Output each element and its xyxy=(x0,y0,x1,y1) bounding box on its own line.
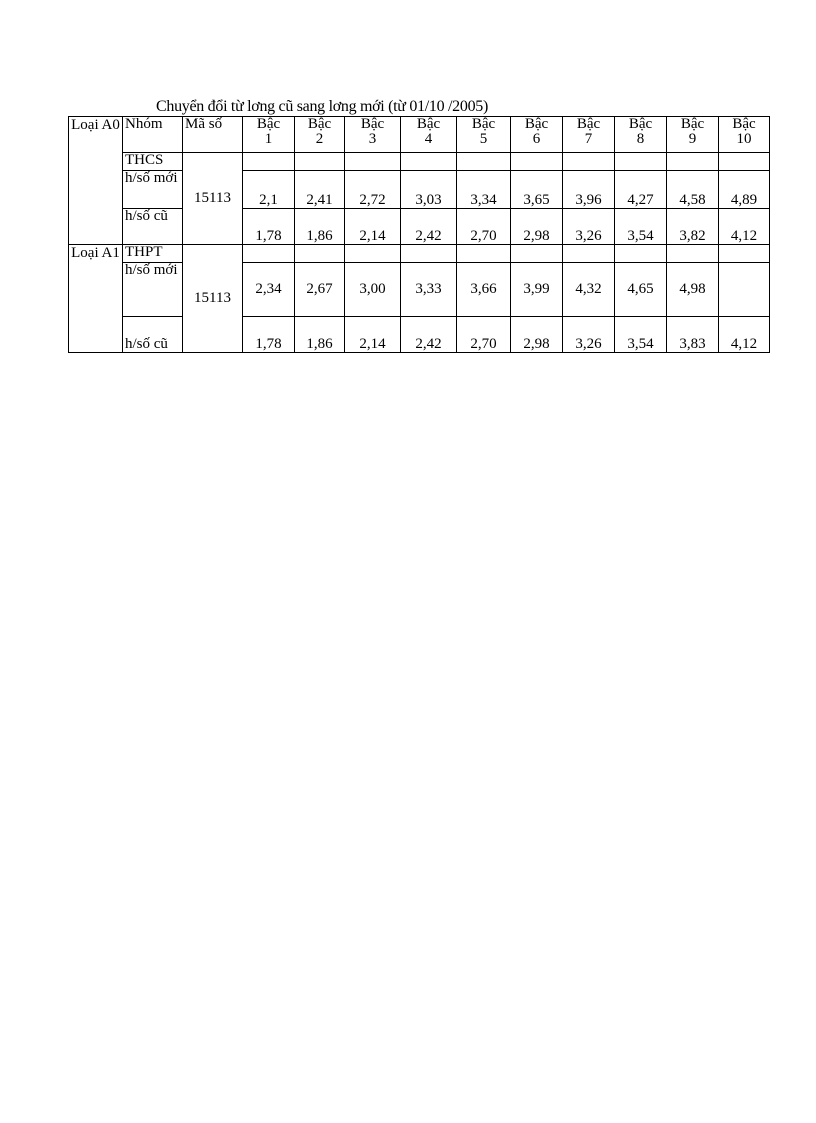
value-cell: 1,78 xyxy=(243,317,295,353)
value-cell: 3,65 xyxy=(511,171,563,209)
loai-a1-cell xyxy=(69,245,123,353)
value-cell: 3,33 xyxy=(401,263,457,317)
header-bac-7: Bậc 7 xyxy=(563,117,615,153)
value-cell xyxy=(719,263,770,317)
value-cell: 3,54 xyxy=(615,209,667,245)
table-row xyxy=(69,171,770,209)
header-bac-5: Bậc 5 xyxy=(457,117,511,153)
ma-so-a1: 15113 xyxy=(183,245,243,353)
table-row xyxy=(69,209,770,245)
header-bac-9: Bậc 9 xyxy=(667,117,719,153)
header-bac-4: Bậc 4 xyxy=(401,117,457,153)
value-cell: 2,34 xyxy=(243,263,295,317)
loai-a0-cell xyxy=(69,117,123,245)
value-cell: 3,83 xyxy=(667,317,719,353)
value-cell: 2,14 xyxy=(345,317,401,353)
value-cell: 4,32 xyxy=(563,263,615,317)
header-nhom: Nhóm xyxy=(123,117,183,153)
value-cell: 4,27 xyxy=(615,171,667,209)
loai-a1-label: Loại A1 xyxy=(71,245,120,261)
header-bac-1: Bậc 1 xyxy=(243,117,295,153)
label-hso-cu-a1: h/số cũ xyxy=(123,317,183,353)
value-cell: 3,00 xyxy=(345,263,401,317)
value-cell: 4,89 xyxy=(719,171,770,209)
ma-so-a0: 15113 xyxy=(183,153,243,245)
value-cell: 2,14 xyxy=(345,209,401,245)
value-cell: 3,82 xyxy=(667,209,719,245)
value-cell: 3,26 xyxy=(563,209,615,245)
level-thpt: THPT xyxy=(123,245,183,263)
value-cell: 2,70 xyxy=(457,209,511,245)
value-cell: 4,12 xyxy=(719,317,770,353)
value-cell: 3,26 xyxy=(563,317,615,353)
value-cell: 2,42 xyxy=(401,317,457,353)
table-body xyxy=(69,117,770,353)
header-bac-2: Bậc 2 xyxy=(295,117,345,153)
salary-conversion-table xyxy=(68,116,770,353)
header-ma-so: Mã số xyxy=(183,117,243,153)
value-cell: 3,99 xyxy=(511,263,563,317)
value-cell: 3,54 xyxy=(615,317,667,353)
value-cell: 4,65 xyxy=(615,263,667,317)
value-cell: 3,96 xyxy=(563,171,615,209)
value-cell: 4,58 xyxy=(667,171,719,209)
table-row xyxy=(69,245,770,263)
value-cell: 2,70 xyxy=(457,317,511,353)
value-cell: 1,86 xyxy=(295,317,345,353)
value-cell: 1,78 xyxy=(243,209,295,245)
header-bac-6: Bậc 6 xyxy=(511,117,563,153)
table-row xyxy=(69,263,770,317)
value-cell: 2,72 xyxy=(345,171,401,209)
value-cell: 2,41 xyxy=(295,171,345,209)
value-cell: 1,86 xyxy=(295,209,345,245)
table-row xyxy=(69,153,770,171)
value-cell: 2,98 xyxy=(511,317,563,353)
header-row xyxy=(69,117,770,153)
value-cell: 2,67 xyxy=(295,263,345,317)
label-hso-moi-a0: h/số mới xyxy=(123,171,183,209)
value-cell: 3,66 xyxy=(457,263,511,317)
loai-a0-label: Loại A0 xyxy=(71,117,120,133)
header-bac-3: Bậc 3 xyxy=(345,117,401,153)
header-bac-8: Bậc 8 xyxy=(615,117,667,153)
table-title: Chuyển đổi từ lơng cũ sang lơng mới (từ 01/10 /2005) xyxy=(156,98,488,115)
value-cell: 2,42 xyxy=(401,209,457,245)
value-cell: 3,34 xyxy=(457,171,511,209)
value-cell: 3,03 xyxy=(401,171,457,209)
table-row xyxy=(69,317,770,353)
value-cell: 2,1 xyxy=(243,171,295,209)
level-thcs: THCS xyxy=(123,153,183,171)
value-cell: 2,98 xyxy=(511,209,563,245)
value-cell: 4,98 xyxy=(667,263,719,317)
label-hso-cu-a0: h/số cũ xyxy=(123,209,183,245)
header-bac-10: Bậc 10 xyxy=(719,117,770,153)
label-hso-moi-a1: h/số mới xyxy=(123,263,183,317)
value-cell: 4,12 xyxy=(719,209,770,245)
